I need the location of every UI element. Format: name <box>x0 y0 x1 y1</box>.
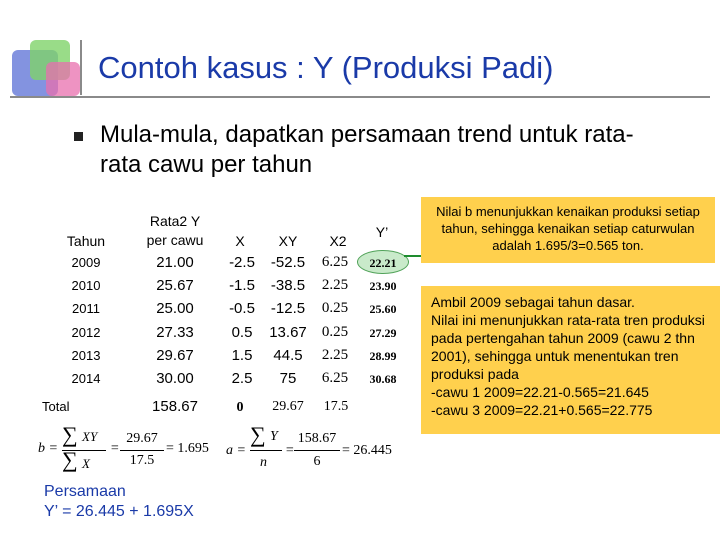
cell-xy: -52.5 <box>270 254 306 271</box>
header-x2-label: X2 <box>329 233 347 249</box>
slide-title: Contoh kasus : Y (Produksi Padi) <box>98 50 554 85</box>
sigma-icon: ∑ <box>62 447 78 472</box>
formula-a-fracline <box>250 450 282 451</box>
formula-b-eq: = <box>110 441 120 456</box>
note-base-line3: -cawu 1 2009=22.21-0.565=21.645 <box>431 384 649 400</box>
cell-tahun: 2011 <box>72 301 100 317</box>
header-xy: XY <box>278 233 298 249</box>
bullet-text: Mula-mula, dapatkan persamaan trend untuk rata-rata cawu per tahun <box>100 121 634 178</box>
header-rata2-line1: Rata2 Y <box>149 213 201 229</box>
cell-tahun: 2010 <box>71 278 101 294</box>
cell-y: 29.67 <box>156 346 194 364</box>
cell-x: -0.5 <box>229 300 255 318</box>
formula-a-den: 6 <box>313 454 321 469</box>
cell-x: 2.5 <box>231 370 253 387</box>
cell-yprime: 28.99 <box>369 348 397 363</box>
cell-y: 30.00 <box>156 370 194 387</box>
cell-y: 25.67 <box>156 277 194 295</box>
cell-x2: 0.25 <box>321 300 349 317</box>
callout-connector <box>404 255 421 257</box>
sigma-icon: ∑ <box>250 422 266 447</box>
equation-label: Persamaan <box>44 483 126 500</box>
header-rata2-line2: per cawu <box>146 232 204 248</box>
formula-a-eq: = <box>285 443 295 458</box>
note-base-line1: Ambil 2009 sebagai tahun dasar. <box>431 294 635 310</box>
title-horizontal-rule <box>10 96 710 98</box>
cell-y: 21.00 <box>156 254 194 271</box>
cell-xy: -38.5 <box>270 277 306 295</box>
formula-b-den: 17.5 <box>129 453 155 468</box>
formula-b-fracline2 <box>120 450 164 451</box>
cell-yprime: 23.90 <box>369 279 397 294</box>
cell-x2: 0.25 <box>321 323 349 340</box>
formula-a-fracline2 <box>294 450 340 451</box>
title-vertical-rule <box>80 40 82 95</box>
total-label: Total <box>42 399 70 414</box>
header-tahun: Tahun <box>66 233 106 249</box>
formula-a-result: = 26.445 <box>342 443 392 458</box>
note-base-line4: -cawu 3 2009=22.21+0.565=22.775 <box>431 402 653 418</box>
cell-x: -2.5 <box>229 254 255 271</box>
header-x: X <box>235 233 245 249</box>
formula-b-result: = 1.695 <box>166 441 209 456</box>
note-base-year-callout <box>421 286 720 434</box>
formula-a-lhs: a = <box>226 443 246 458</box>
cell-x: -1.5 <box>229 277 255 295</box>
sigma-icon: ∑ <box>62 422 78 447</box>
formula-b-sum-den: X <box>82 456 90 471</box>
cell-x: 0.5 <box>231 323 253 341</box>
cell-y: 25.00 <box>156 300 194 318</box>
bullet-marker <box>74 132 83 141</box>
cell-x2: 2.25 <box>321 277 349 294</box>
cell-xy: 75 <box>279 370 297 387</box>
header-yprime: Y’ <box>375 224 389 240</box>
cell-x2: 2.25 <box>321 346 349 363</box>
cell-yprime: 30.68 <box>369 372 397 386</box>
total-xy: 29.67 <box>272 399 304 414</box>
total-x2: 17.5 <box>323 399 349 414</box>
formula-a-sum-num: Y <box>270 429 278 444</box>
cell-xy: 44.5 <box>273 346 303 364</box>
formula-b-sum-num: XY <box>82 429 98 444</box>
cell-xy: -12.5 <box>270 300 306 318</box>
cell-tahun: 2013 <box>71 347 101 363</box>
cell-yprime: 25.60 <box>369 302 397 317</box>
total-y: 158.67 <box>152 398 198 415</box>
total-x: 0 <box>236 400 244 415</box>
cell-y: 27.33 <box>156 323 194 341</box>
cell-yprime: 22.21 <box>369 256 397 270</box>
header-x2 <box>318 233 358 249</box>
cell-tahun: 2012 <box>71 324 101 340</box>
cell-tahun: 2014 <box>71 371 101 386</box>
formula-b-num: 29.67 <box>126 431 158 446</box>
cell-xy: 13.67 <box>269 323 307 341</box>
cell-x2: 6.25 <box>321 254 349 270</box>
equation-text: Y’ = 26.445 + 1.695X <box>44 503 194 520</box>
note-b-callout: Nilai b menunjukkan kenaikan produksi setiap tahun, sehingga kenaikan setiap caturwulan adalah 1.695/3=0.565 ton. <box>421 197 715 263</box>
deco-square-pink <box>46 62 80 96</box>
cell-x2: 6.25 <box>321 370 349 386</box>
formula-a-den-n: n <box>260 455 267 470</box>
equation-block <box>44 482 194 522</box>
formula-b-lhs: b = <box>38 441 58 456</box>
cell-tahun: 2009 <box>71 255 101 270</box>
cell-x: 1.5 <box>231 346 253 364</box>
cell-yprime: 27.29 <box>369 325 397 340</box>
note-base-line2: Nilai ini menunjukkan rata-rata tren produksi pada pertengahan tahun 2009 (cawu 2 thn 2001), sehingga untuk menentukan tren produksi pada <box>431 312 705 382</box>
formula-a-num: 158.67 <box>297 431 337 446</box>
